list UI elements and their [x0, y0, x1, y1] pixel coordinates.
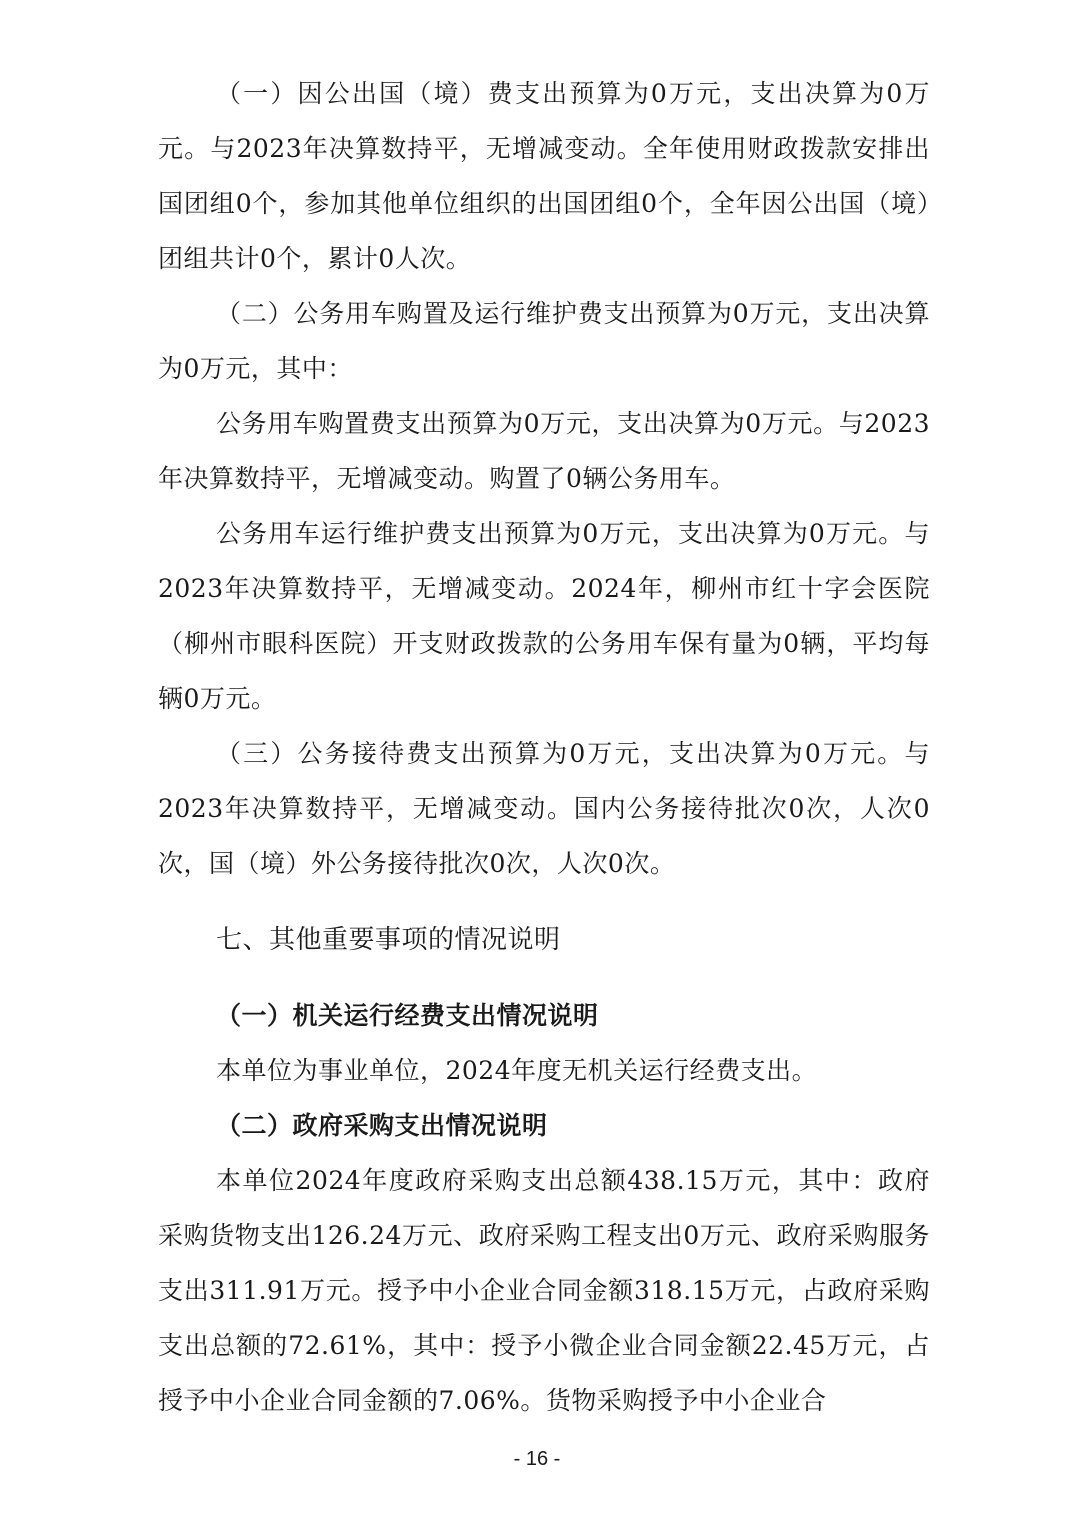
paragraph-vehicle-expenses: （二）公务用车购置及运行维护费支出预算为0万元，支出决算为0万元，其中：: [158, 299, 930, 383]
paragraph-procurement: 本单位2024年度政府采购支出总额438.15万元，其中：政府采购货物支出126.24万元、政府采购工程支出0万元、政府采购服务支出311.91万元。授予中小企业合同金额318.15万元，占政府采购支出总额的72.61%，其中：授予小微企业合同金额22.45万元，占授予中小企业合同金额的7.06%。货物采购授予中小企业合: [158, 1166, 930, 1415]
subheading-procurement: （二）政府采购支出情况说明: [216, 1111, 548, 1140]
paragraph-reception-expenses: （三）公务接待费支出预算为0万元，支出决算为0万元。与2023年决算数持平，无增减变动。国内公务接待批次0次，人次0次，国（境）外公务接待批次0次，人次0次。: [158, 739, 930, 878]
subheading-operating-expenses: （一）机关运行经费支出情况说明: [216, 1001, 599, 1030]
section-heading-other-matters: 七、其他重要事项的情况说明: [216, 925, 561, 955]
paragraph-operating-expenses: 本单位为事业单位，2024年度无机关运行经费支出。: [216, 1056, 818, 1085]
document-page: [158, 66, 930, 1428]
paragraph-vehicle-maintenance: 公务用车运行维护费支出预算为0万元，支出决算为0万元。与2023年决算数持平，无增减变动。2024年，柳州市红十字会医院（柳州市眼科医院）开支财政拨款的公务用车保有量为0辆，平均每辆0万元。: [158, 519, 930, 713]
paragraph-vehicle-purchase: 公务用车购置费支出预算为0万元，支出决算为0万元。与2023年决算数持平，无增减变动。购置了0辆公务用车。: [158, 409, 930, 493]
paragraph-overseas-expenses: （一）因公出国（境）费支出预算为0万元，支出决算为0万元。与2023年决算数持平，无增减变动。全年使用财政拨款安排出国团组0个，参加其他单位组织的出国团组0个，全年因公出国（境）团组共计0个，累计0人次。: [158, 79, 930, 273]
page-number: - 16 -: [513, 1448, 561, 1470]
